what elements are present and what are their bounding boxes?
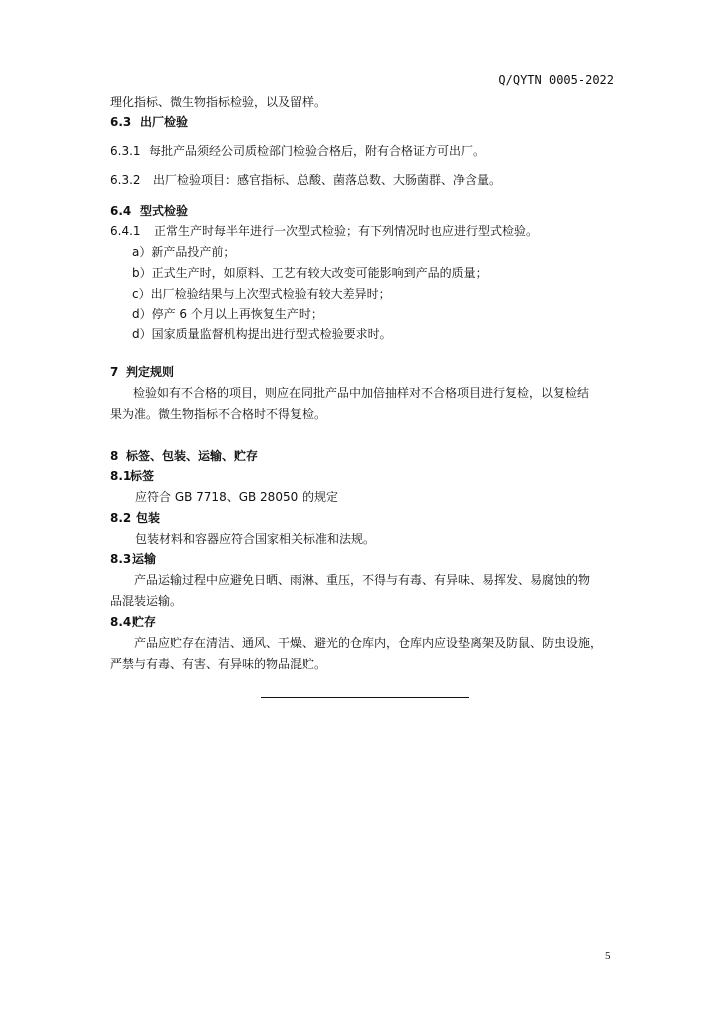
section-title: 出厂检验 [140,115,189,129]
section-title: 型式检验 [140,204,189,218]
section-8-2-heading [110,510,160,526]
section-number: 6.4 [110,204,132,218]
paragraph-line: 严禁与有毒、有害、有异味的物品混贮。 [110,657,327,671]
paragraph-line: 产品应贮存在清洁、通风、干燥、避光的仓库内，仓库内应设垫离架及防鼠、防虫设施， [134,636,603,650]
clause-text: 正常生产时每半年进行一次型式检验；有下列情况时也应进行型式检验。 [154,224,539,238]
clause-number: 6.4.1 [110,224,141,238]
section-number: 6.3 [110,115,132,129]
section-number: 8.4 [110,615,132,629]
paragraph-line: 产品运输过程中应避免日晒、雨淋、重压，不得与有毒、有异味、易挥发、易腐蚀的物 [134,573,591,587]
section-6-3-heading [110,114,188,130]
clause-text: 每批产品须经公司质检部门检验合格后，附有合格证方可出厂。 [149,144,486,158]
section-8-4-heading [110,614,156,630]
section-number: 8.3 [110,552,132,566]
paragraph-line: 品混装运输。 [110,594,183,608]
section-number: 8.1 [110,469,132,483]
clause-number: 6.3.1 [110,144,141,158]
clause-number: 6.3.2 [110,173,141,187]
section-8-heading [110,448,258,464]
continuation-line: 理化指标、微生物指标检验，以及留样。 [110,95,327,109]
section-7-heading [110,364,174,380]
section-8-1-heading [110,468,154,484]
clause-text: 出厂检验项目：感官指标、总酸、菌落总数、大肠菌群、净含量。 [153,173,502,187]
list-item-a: a）新产品投产前； [132,245,236,259]
list-item-c: c）出厂检验结果与上次型式检验有较大差异时； [132,287,391,301]
list-item-d2: d）国家质量监督机构提出进行型式检验要求时。 [132,327,392,341]
document-number: Q/QYTN 0005-2022 [498,73,614,87]
section-title: 运输 [132,552,157,566]
section-title: 标签、包装、运输、贮存 [126,449,259,463]
section-title: 贮存 [132,615,157,629]
section-8-3-heading [110,551,156,567]
clause-6-4-1 [110,223,538,239]
section-title: 包装 [136,511,161,525]
section-number: 7 [110,365,119,379]
paragraph-line: 应符合 GB 7718、GB 28050 的规定 [135,490,339,504]
section-number: 8.2 [110,511,132,525]
clause-6-3-1 [110,143,485,159]
page-number: 5 [605,950,611,962]
clause-6-3-2 [110,172,501,188]
section-title: 判定规则 [126,365,175,379]
paragraph-line: 检验如有不合格的项目，则应在同批产品中加倍抽样对不合格项目进行复检，以复检结 [133,386,590,400]
list-item-d1: d）停产 6 个月以上再恢复生产时； [132,307,323,321]
paragraph-line: 包装材料和容器应符合国家相关标准和法规。 [135,532,376,546]
section-number: 8 [110,449,119,463]
paragraph-line: 果为准。微生物指标不合格时不得复检。 [110,407,327,421]
end-rule [261,697,469,698]
section-title: 标签 [130,469,155,483]
list-item-b: b）正式生产时，如原料、工艺有较大改变可能影响到产品的质量； [132,266,488,280]
section-6-4-heading [110,203,188,219]
